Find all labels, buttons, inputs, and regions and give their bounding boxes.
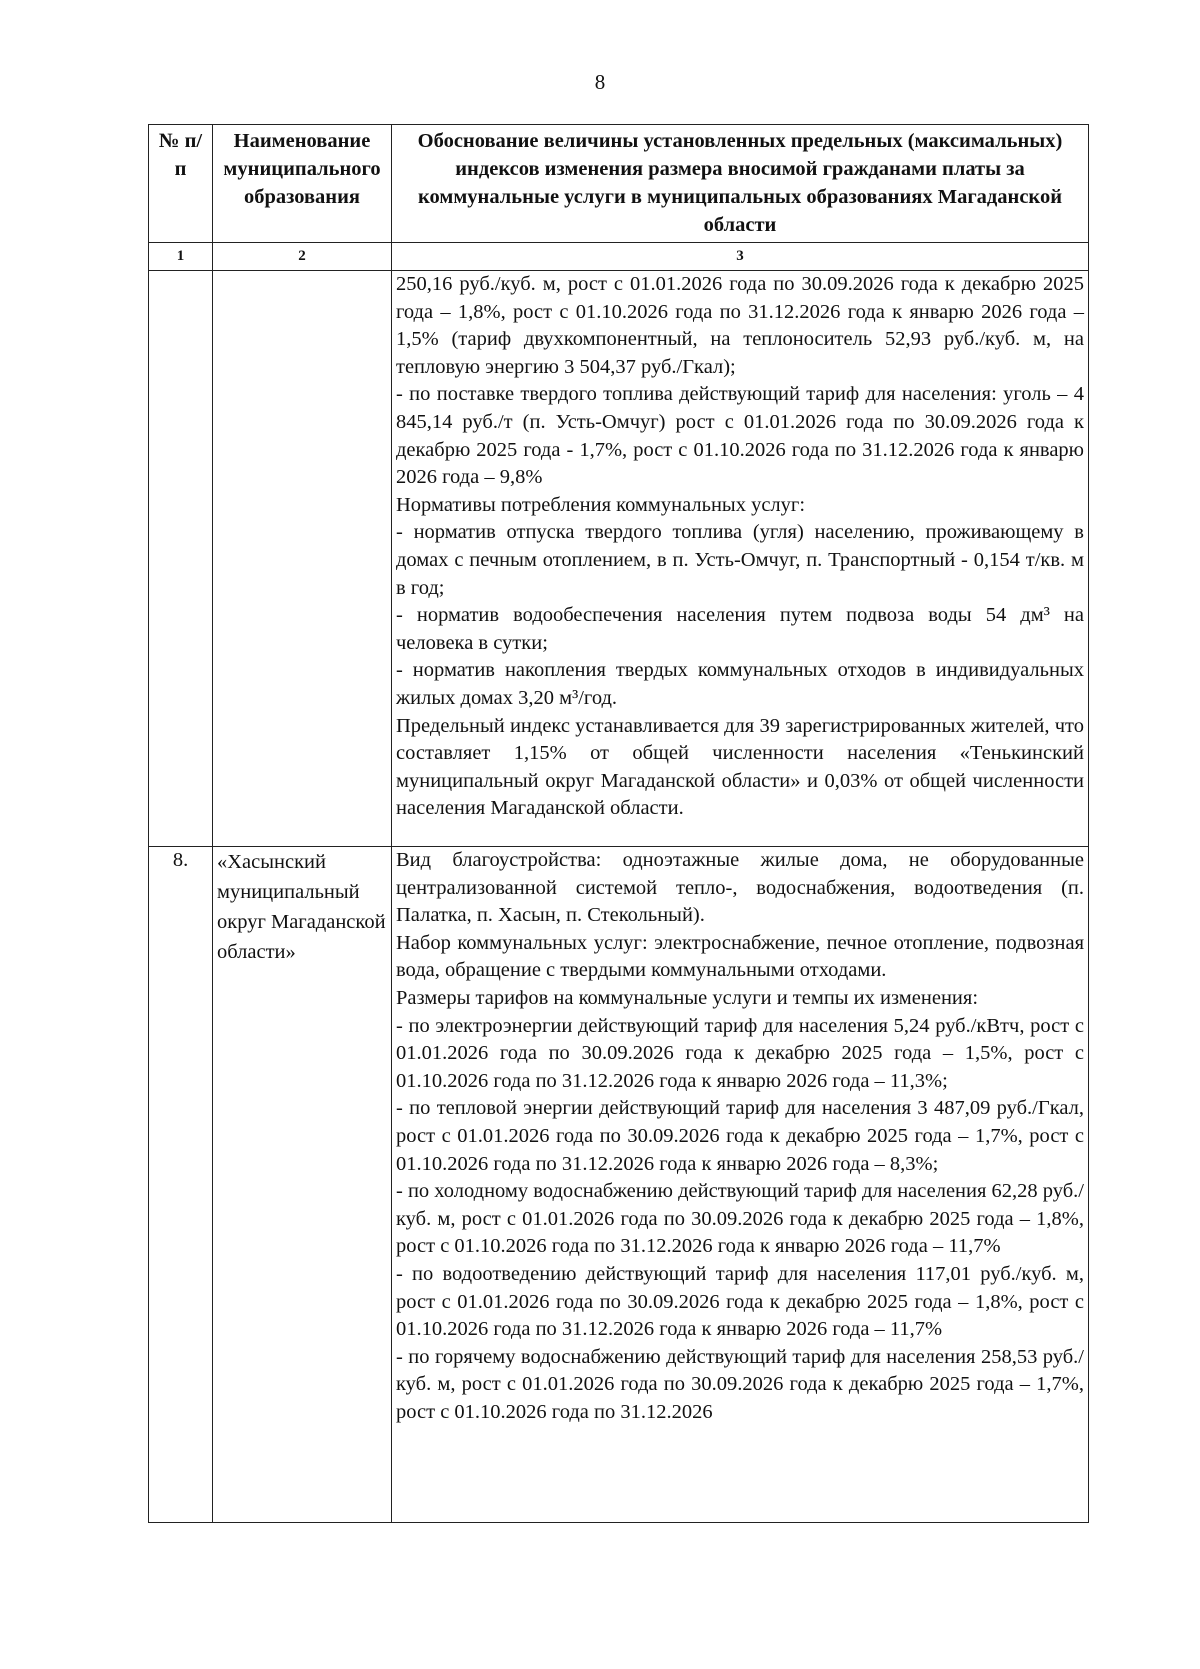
column-number-3: 3 (392, 243, 1089, 271)
justification-paragraph: 250,16 руб./куб. м, рост с 01.01.2026 года по 30.09.2026 года к декабрю 2025 года – 1,8%, рост с 01.10.2026 года по 31.12.2026 года к январю 2026 года – 1,5% (тариф двухкомпонентный, на теплоноситель 52,93 руб./куб. м, на тепловую энергию 3 504,37 руб./Гкал); (396, 273, 1084, 378)
header-municipality: Наименование муниципального образования (213, 125, 392, 243)
row-municipality: «Хасынский муниципальный округ Магаданской области» (213, 847, 392, 1523)
justification-paragraph: Предельный индекс устанавливается для 39 зарегистрированных жителей, что составляет 1,15% от общей численности населения «Тенькинский муниципальный округ Магаданской области» и 0,03% от общей численности населения Магаданской области. (396, 714, 1084, 820)
row-num (149, 271, 213, 847)
header-justification: Обоснование величины установленных предельных (максимальных) индексов изменения размера вносимой гражданами платы за коммунальные услуги в муниципальных образованиях Магаданской области (392, 125, 1089, 243)
justification-paragraph: - норматив водообеспечения населения путем подвоза воды 54 дм³ на человека в сутки; (396, 604, 1084, 654)
justification-paragraph: - по горячему водоснабжению действующий тариф для населения 258,53 руб./куб. м, рост с 01.01.2026 года по 30.09.2026 года к декабрю 2025 года – 1,7%, рост с 01.10.2026 года по 31.12.2026 (396, 1345, 1084, 1423)
justification-paragraph: - по водоотведению действующий тариф для населения 117,01 руб./куб. м, рост с 01.01.2026 года по 30.09.2026 года к декабрю 2025 года – 1,8%, рост с 01.10.2026 года по 31.12.2026 года к январю 2026 года – 11,7% (396, 1262, 1084, 1341)
justification-paragraph: - норматив накопления твердых коммунальных отходов в индивидуальных жилых домах 3,20 м³/год. (396, 659, 1084, 709)
row-municipality (213, 271, 392, 847)
row-justification (392, 847, 1089, 1523)
justification-paragraph: - по тепловой энергии действующий тариф для населения 3 487,09 руб./Гкал, рост с 01.01.2026 года по 30.09.2026 года к декабрю 2025 года – 1,7%, рост с 01.10.2026 года по 31.12.2026 года к январю 2026 года – 8,3%; (396, 1097, 1084, 1175)
page-number: 8 (594, 70, 606, 94)
column-number-row (149, 243, 1089, 271)
row-justification (392, 271, 1089, 847)
row-num: 8. (149, 847, 213, 1523)
justification-paragraph: - по поставке твердого топлива действующий тариф для населения: уголь – 4 845,14 руб./т (п. Усть-Омчуг) рост с 01.01.2026 года по 30.09.2026 года к декабрю 2025 года - 1,7%, рост с 01.10.2026 года по 31.12.2026 года к январю 2026 года – 9,8% (396, 383, 1084, 489)
table-row (149, 847, 1089, 1523)
tariff-justification-table (148, 124, 1089, 1523)
table-header-row (149, 125, 1089, 243)
column-number-2: 2 (213, 243, 392, 271)
justification-paragraph: - норматив отпуска твердого топлива (угля) населению, проживающему в домах с печным отоплением, в п. Усть-Омчуг, п. Транспортный - 0,154 т/кв. м в год; (396, 521, 1084, 599)
justification-paragraph: Размеры тарифов на коммунальные услуги и темпы их изменения: (396, 986, 979, 1009)
justification-paragraph: Набор коммунальных услуг: электроснабжение, печное отопление, подвозная вода, обращение с твердыми коммунальными отходами. (396, 931, 1084, 982)
justification-paragraph: - по электроэнергии действующий тариф для населения 5,24 руб./кВтч, рост с 01.01.2026 года по 30.09.2026 года к декабрю 2025 года – 1,5%, рост с 01.10.2026 года по 31.12.2026 года к январю 2026 года – 11,3%; (396, 1014, 1084, 1092)
table-row (149, 271, 1089, 847)
justification-paragraph: Нормативы потребления коммунальных услуг: (396, 493, 806, 516)
justification-paragraph: - по холодному водоснабжению действующий тариф для населения 62,28 руб./куб. м, рост с 01.01.2026 года по 30.09.2026 года к декабрю 2025 года – 1,8%, рост с 01.10.2026 года по 31.12.2026 года к январю 2026 года – 11,7% (396, 1180, 1085, 1258)
column-number-1: 1 (149, 243, 213, 271)
header-num: № п/п (149, 125, 213, 243)
justification-paragraph: Вид благоустройства: одноэтажные жилые дома, не оборудованные централизованной системой тепло-, водоснабжения, водоотведения (п. Палатка, п. Хасын, п. Стекольный). (396, 849, 1084, 927)
